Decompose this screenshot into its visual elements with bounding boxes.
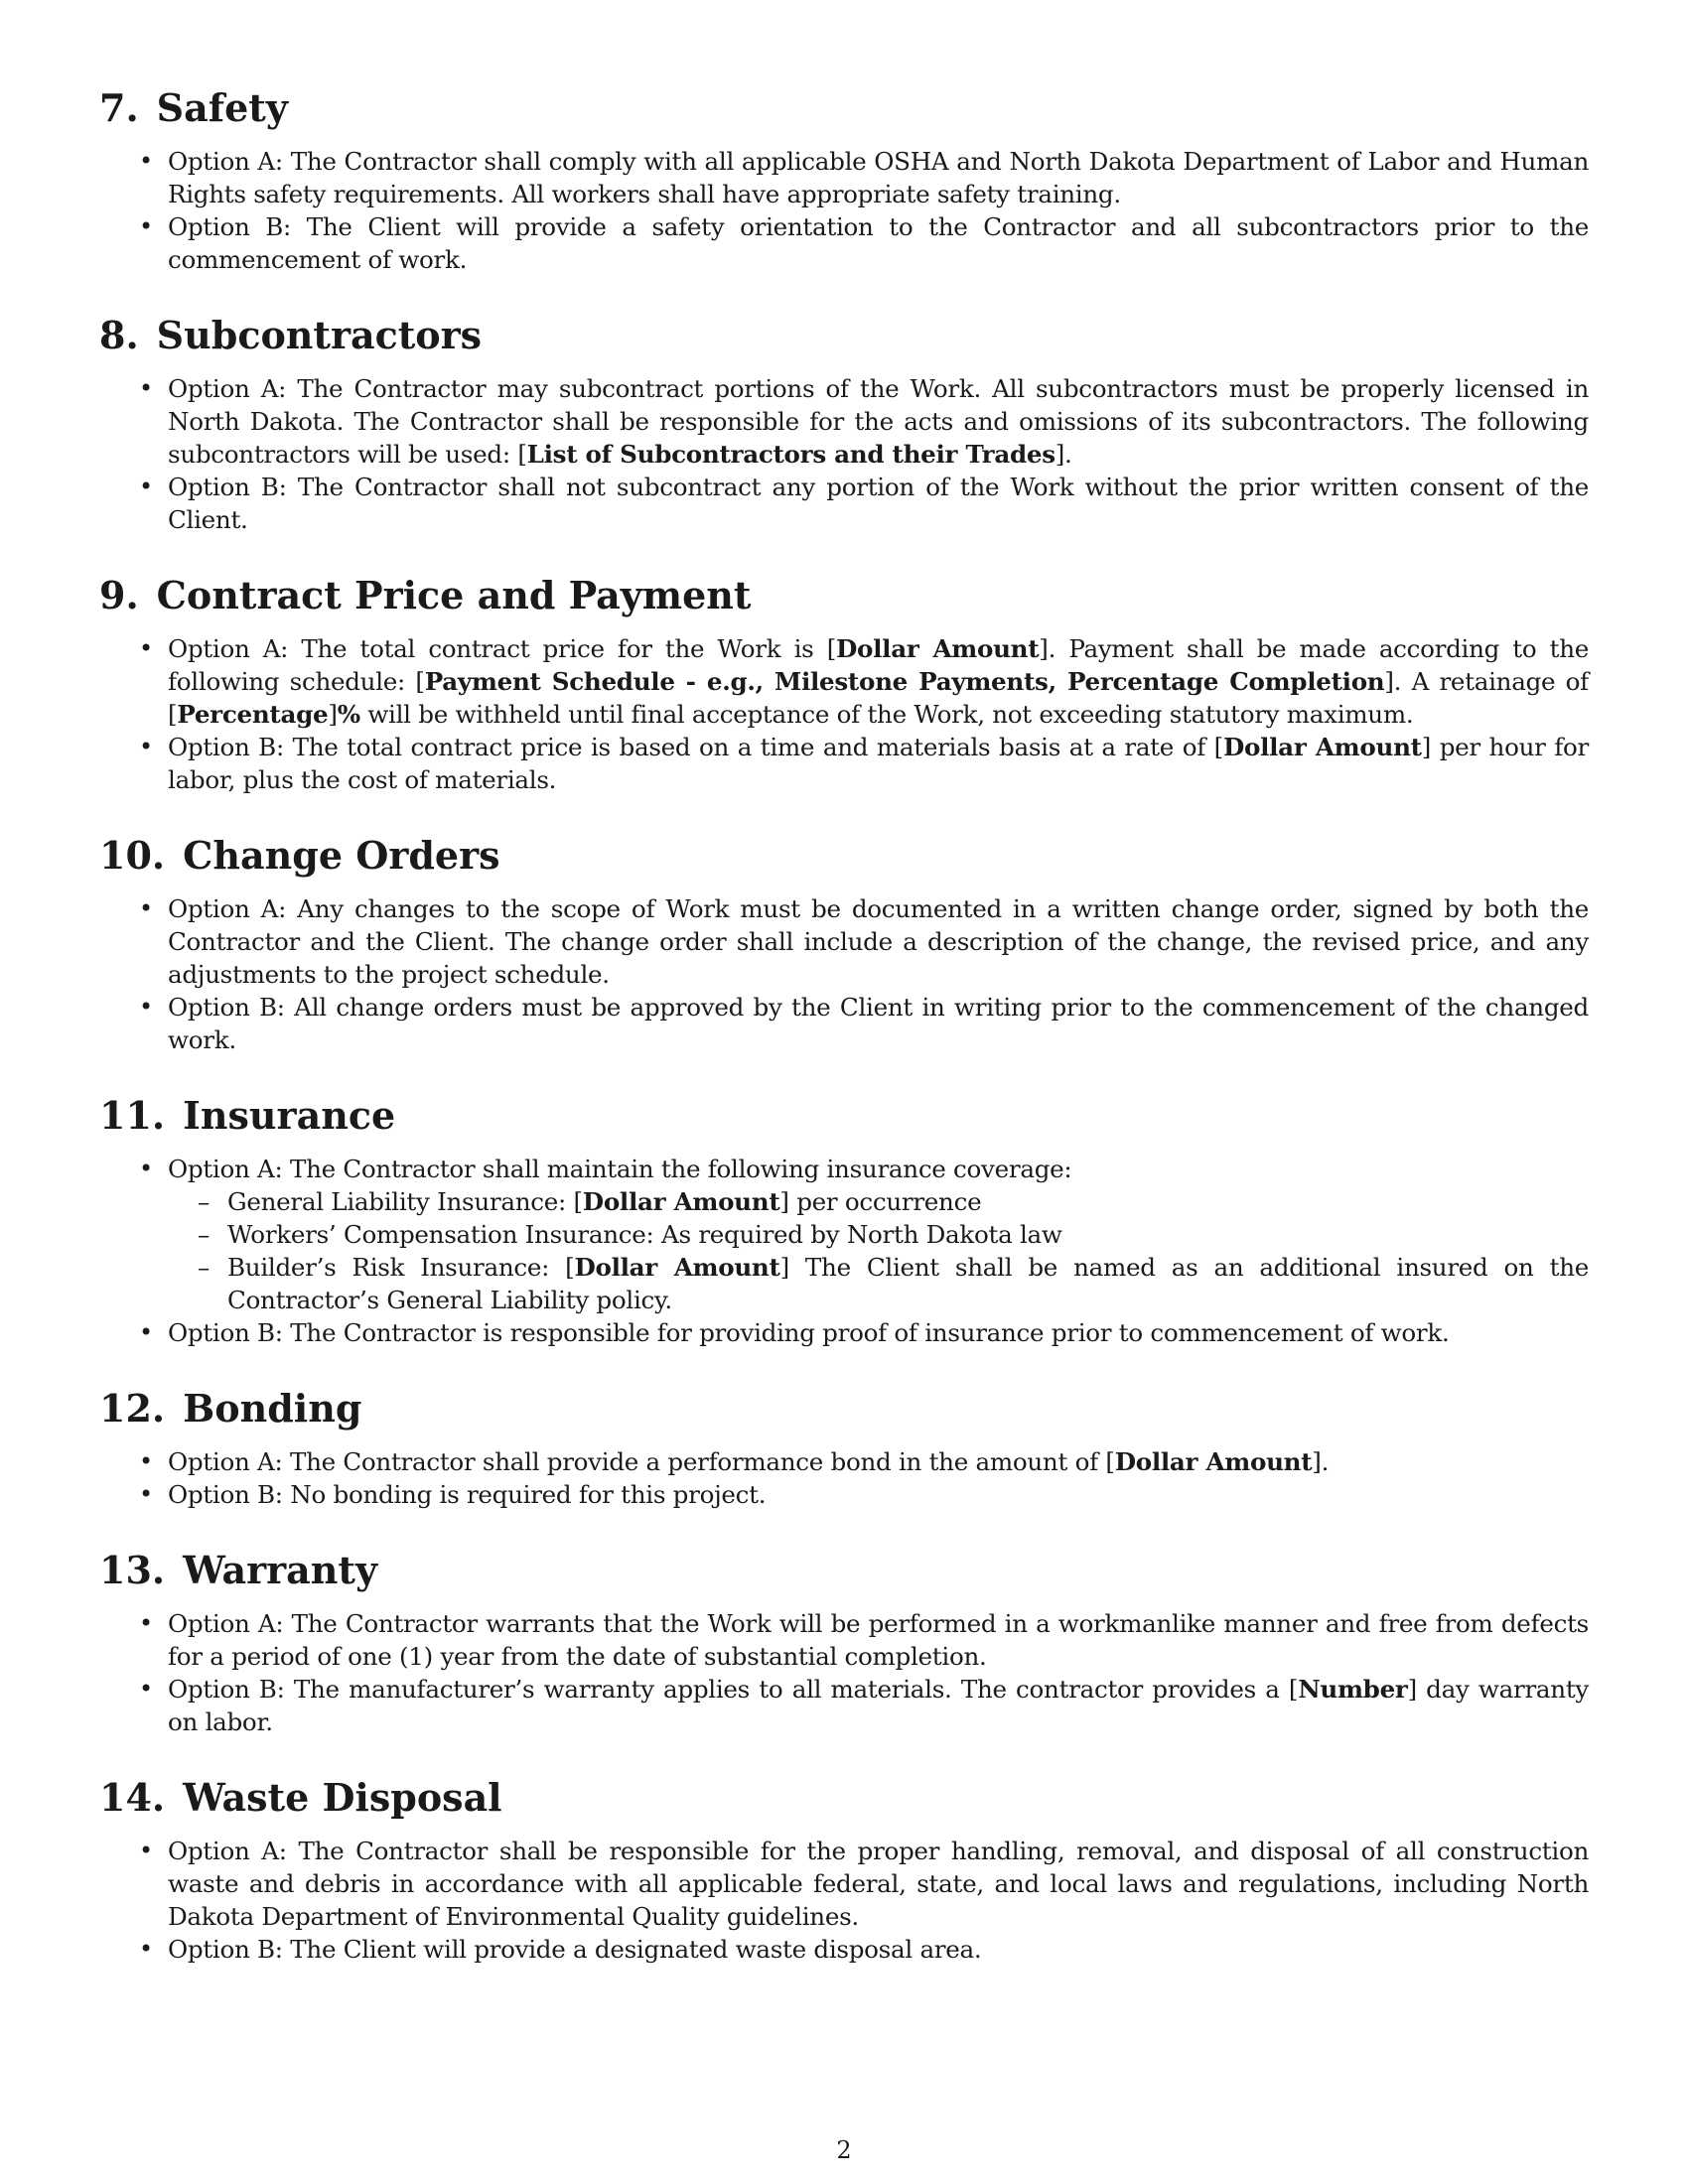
section-number: 13. bbox=[99, 1548, 166, 1592]
placeholder-field: List of Subcontractors and their Trades bbox=[526, 440, 1055, 469]
text-run: Option B: The Client will provide a safety orientation to the Contractor and all subcontractors prior to the commencement of work. bbox=[168, 212, 1589, 274]
list-item bbox=[99, 731, 1589, 796]
list-item bbox=[99, 1153, 1589, 1316]
option-list bbox=[99, 1153, 1589, 1349]
text-run: ] per occurrence bbox=[779, 1187, 982, 1216]
section-heading bbox=[99, 1386, 1589, 1432]
section-title: Safety bbox=[156, 85, 288, 130]
text-run: ] per hour for labor, plus the cost of materials. bbox=[168, 733, 1590, 794]
section-subcontractors bbox=[99, 313, 1589, 536]
section-number: 7. bbox=[99, 85, 139, 130]
text-run: Workers’ Compensation Insurance: As required by North Dakota law bbox=[227, 1220, 1062, 1249]
section-title: Change Orders bbox=[183, 833, 500, 878]
text-run: Option A: The Contractor shall be responsible for the proper handling, removal, and disposal of all construction waste and debris in accordance with all applicable federal, state, and local laws and regulations, including North Dakota Department of Environmental Quality guidelines. bbox=[168, 1837, 1589, 1931]
list-item bbox=[99, 892, 1589, 991]
option-list bbox=[99, 1445, 1589, 1511]
section-title: Bonding bbox=[183, 1386, 362, 1431]
section-title: Waste Disposal bbox=[183, 1775, 502, 1820]
section-number: 9. bbox=[99, 573, 139, 617]
list-item bbox=[99, 210, 1589, 276]
placeholder-field: Percentage bbox=[177, 700, 329, 729]
placeholder-field: Number bbox=[1298, 1675, 1408, 1704]
placeholder-field: Dollar Amount bbox=[582, 1187, 780, 1216]
text-run: Builder’s Risk Insurance: [ bbox=[227, 1253, 575, 1282]
section-heading bbox=[99, 833, 1589, 879]
placeholder-field: Payment Schedule - e.g., Milestone Payments, Percentage Completion bbox=[424, 667, 1385, 696]
sub-list-item bbox=[168, 1251, 1589, 1316]
text-run: Option B: The Contractor is responsible for providing proof of insurance prior to commencement of work. bbox=[168, 1318, 1450, 1347]
list-item bbox=[99, 1445, 1589, 1478]
text-run: Option B: The Contractor shall not subcontract any portion of the Work without the prior written consent of the Client. bbox=[168, 473, 1589, 534]
text-run: Option A: The Contractor warrants that the Work will be performed in a workmanlike manner and free from defects for a period of one (1) year from the date of substantial completion. bbox=[168, 1609, 1589, 1671]
section-heading bbox=[99, 85, 1589, 131]
text-run: Option B: The manufacturer’s warranty applies to all materials. The contractor provides a [ bbox=[168, 1675, 1299, 1704]
list-item bbox=[99, 1835, 1589, 1933]
list-item bbox=[99, 1607, 1589, 1673]
placeholder-field: Dollar Amount bbox=[1222, 733, 1422, 761]
option-list bbox=[99, 892, 1589, 1056]
text-run: Option A: Any changes to the scope of Work must be documented in a written change order, signed by both the Contractor and the Client. The change order shall include a description of the change, the revised price, and any adjustments to the project schedule. bbox=[168, 894, 1589, 989]
text-run: Option A: The total contract price for the Work is [ bbox=[168, 634, 836, 663]
list-item bbox=[99, 1933, 1589, 1966]
section-heading bbox=[99, 1775, 1589, 1821]
option-list bbox=[99, 1835, 1589, 1966]
section-number: 8. bbox=[99, 313, 139, 357]
section-heading bbox=[99, 313, 1589, 358]
sub-list-item bbox=[168, 1185, 1589, 1218]
text-run: Option A: The Contractor shall provide a performance bond in the amount of [ bbox=[168, 1447, 1115, 1476]
list-item bbox=[99, 1316, 1589, 1349]
option-list bbox=[99, 1607, 1589, 1738]
section-number: 10. bbox=[99, 833, 166, 878]
text-run: ]. Payment shall be made according to the following schedule: [ bbox=[168, 634, 1589, 696]
section-number: 14. bbox=[99, 1775, 166, 1820]
section-number: 12. bbox=[99, 1386, 166, 1431]
placeholder-field: Dollar Amount bbox=[1114, 1447, 1313, 1476]
placeholder-field: Dollar Amount bbox=[574, 1253, 780, 1282]
list-item bbox=[99, 1673, 1589, 1738]
text-run: ]. bbox=[1055, 440, 1072, 469]
text-run: Option B: The total contract price is based on a time and materials basis at a rate of [ bbox=[168, 733, 1223, 761]
placeholder-field: Dollar Amount bbox=[835, 634, 1040, 663]
text-run: ]. bbox=[1312, 1447, 1330, 1476]
list-item bbox=[99, 372, 1589, 471]
text-run: ] day warranty on labor. bbox=[168, 1675, 1590, 1736]
text-run: Option A: The Contractor may subcontract portions of the Work. All subcontractors must be properly licensed in North Dakota. The Contractor shall be responsible for the acts and omissions of its subcontractors. The following subcontractors will be used: [ bbox=[168, 374, 1589, 469]
option-list bbox=[99, 372, 1589, 536]
text-run: Option A: The Contractor shall comply with all applicable OSHA and North Dakota Department of Labor and Human Rights safety requirements. All workers shall have appropriate safety training. bbox=[168, 147, 1589, 208]
text-run: Option A: The Contractor shall maintain the following insurance coverage: bbox=[168, 1155, 1072, 1183]
section-bonding bbox=[99, 1386, 1589, 1511]
document-body bbox=[99, 85, 1589, 2002]
sub-list-item bbox=[168, 1218, 1589, 1251]
section-waste-disposal bbox=[99, 1775, 1589, 1966]
option-list bbox=[99, 145, 1589, 276]
text-run: ]. A retainage of [ bbox=[168, 667, 1589, 729]
text-run: ] The Client shall be named as an additional insured on the Contractor’s General Liability policy. bbox=[227, 1253, 1589, 1314]
text-run: Option B: All change orders must be approved by the Client in writing prior to the commencement of the changed work. bbox=[168, 993, 1589, 1054]
section-number: 11. bbox=[99, 1093, 166, 1138]
section-change-orders bbox=[99, 833, 1589, 1056]
list-item bbox=[99, 632, 1589, 731]
section-title: Contract Price and Payment bbox=[156, 573, 752, 617]
section-safety bbox=[99, 85, 1589, 276]
section-warranty bbox=[99, 1548, 1589, 1738]
section-title: Insurance bbox=[183, 1093, 396, 1138]
text-run: will be withheld until final acceptance of the Work, not exceeding statutory maximum. bbox=[359, 700, 1414, 729]
section-title: Subcontractors bbox=[156, 313, 483, 357]
section-insurance bbox=[99, 1093, 1589, 1349]
option-list bbox=[99, 632, 1589, 796]
list-item bbox=[99, 1478, 1589, 1511]
text-run: General Liability Insurance: [ bbox=[227, 1187, 583, 1216]
text-run: Option B: The Client will provide a designated waste disposal area. bbox=[168, 1935, 982, 1964]
text-run: Option B: No bonding is required for this project. bbox=[168, 1480, 767, 1509]
section-heading bbox=[99, 573, 1589, 618]
list-item bbox=[99, 145, 1589, 210]
section-heading bbox=[99, 1548, 1589, 1593]
text-run: ] bbox=[328, 700, 338, 729]
list-item bbox=[99, 471, 1589, 536]
section-heading bbox=[99, 1093, 1589, 1139]
section-title: Warranty bbox=[183, 1548, 378, 1592]
list-item bbox=[99, 991, 1589, 1056]
placeholder-field: % bbox=[337, 700, 360, 729]
page-number: 2 bbox=[836, 2136, 852, 2164]
sub-list bbox=[168, 1185, 1589, 1316]
section-contract-price-and-payment bbox=[99, 573, 1589, 796]
